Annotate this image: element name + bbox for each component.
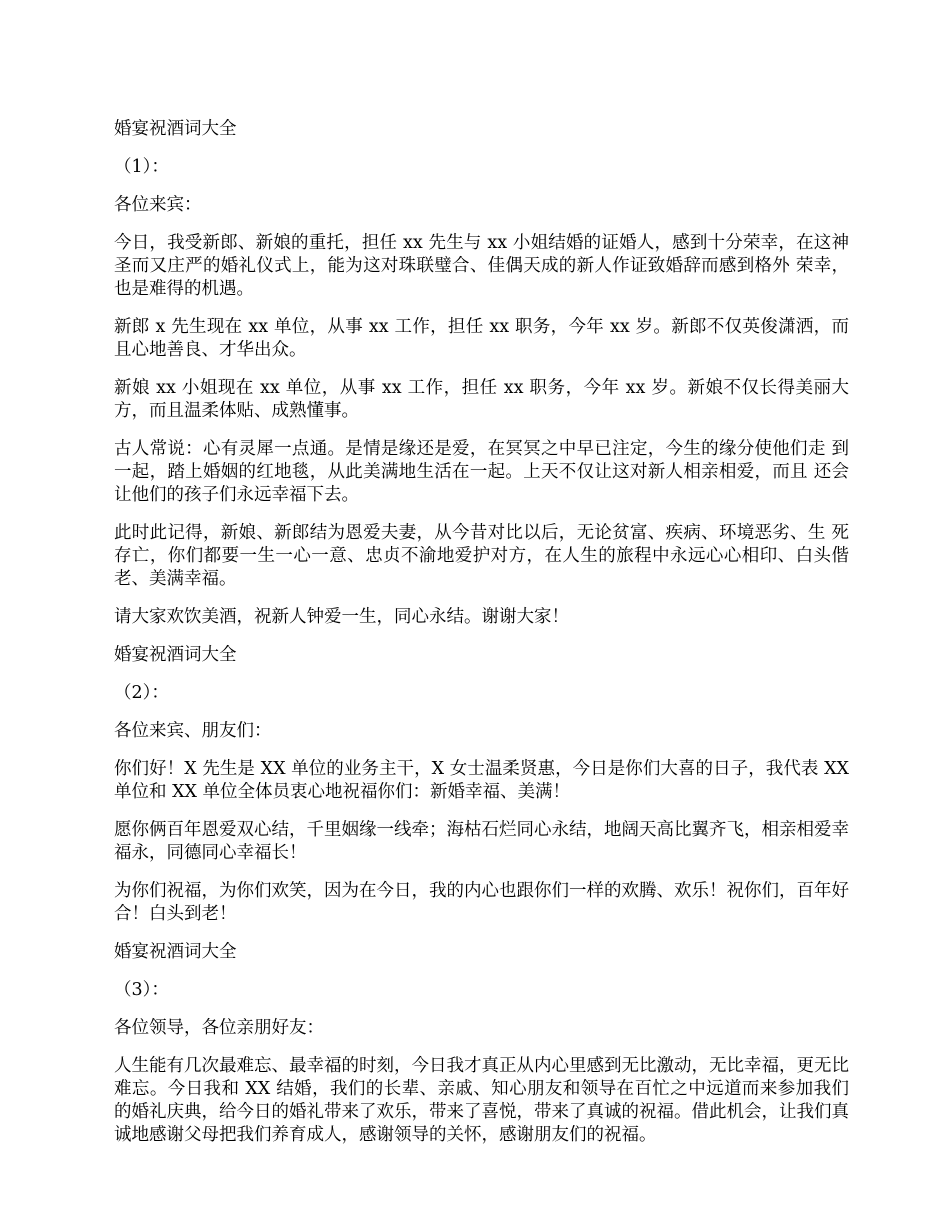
paragraph: 愿你俩百年恩爱双心结，千里姻缘一线牵；海枯石烂同心永结，地阔天高比翼齐飞，相亲相爱幸福永，同德同心幸福长！ xyxy=(114,820,849,863)
section-number-1: （1）： xyxy=(114,157,169,177)
paragraph: 新娘 xx 小姐现在 xx 单位，从事 xx 工作，担任 xx 职务，今年 xx 岁。新娘不仅长得美丽大方，而且温柔体贴、成熟懂事。 xyxy=(114,378,849,421)
salutation-3: 各位领导，各位亲朋好友： xyxy=(114,1018,324,1038)
section-title-2: 婚宴祝酒词大全 xyxy=(114,645,237,665)
paragraph: 你们好！X 先生是 XX 单位的业务主干，X 女士温柔贤惠，今日是你们大喜的日子，我代表 XX 单位和 XX 单位全体员衷心地祝福你们：新婚幸福、美满！ xyxy=(114,759,849,802)
section-number-2: （2）： xyxy=(114,683,169,703)
paragraph: 人生能有几次最难忘、最幸福的时刻，今日我才真正从内心里感到无比激动，无比幸福，更无比难忘。今日我和 XX 结婚，我们的长辈、亲戚、知心朋友和领导在百忙之中远道而来参加我们的婚礼庆典，给今日的婚礼带来了欢乐，带来了喜悦，带来了真诚的祝福。借此机会，让我们真诚地感谢父母把我们养育成人，感谢领导的关怀，感谢朋友们的祝福。 xyxy=(114,1056,849,1145)
paragraph: 请大家欢饮美酒，祝新人钟爱一生，同心永结。谢谢大家！ xyxy=(114,607,569,627)
section-title-3: 婚宴祝酒词大全 xyxy=(114,942,237,962)
section-number-3: （3）： xyxy=(114,980,169,1000)
paragraph: 古人常说：心有灵犀一点通。是情是缘还是爱，在冥冥之中早已注定，今生的缘分使他们走 到一起，踏上婚姻的红地毯，从此美满地生活在一起。上天不仅让这对新人相亲相爱，而且 还会让他们的孩子们永远幸福下去。 xyxy=(114,439,849,505)
paragraph: 为你们祝福，为你们欢笑，因为在今日，我的内心也跟你们一样的欢腾、欢乐！祝你们，百年好合！白头到老！ xyxy=(114,881,849,924)
salutation-2: 各位来宾、朋友们： xyxy=(114,721,272,741)
section-title-1: 婚宴祝酒词大全 xyxy=(114,119,237,139)
document-body xyxy=(114,118,849,1162)
salutation-1: 各位来宾： xyxy=(114,195,202,215)
paragraph: 今日，我受新郎、新娘的重托，担任 xx 先生与 xx 小姐结婚的证婚人，感到十分荣幸，在这神圣而又庄严的婚礼仪式上，能为这对珠联璧合、佳偶天成的新人作证致婚辞而感到格外 荣幸，也是难得的机遇。 xyxy=(114,233,849,299)
paragraph: 此时此记得，新娘、新郎结为恩爱夫妻，从今昔对比以后，无论贫富、疾病、环境恶劣、生 死存亡，你们都要一生一心一意、忠贞不渝地爱护对方，在人生的旅程中永远心心相印、白头偕老、美满幸福。 xyxy=(114,523,849,589)
paragraph: 新郎 x 先生现在 xx 单位，从事 xx 工作，担任 xx 职务，今年 xx 岁。新郎不仅英俊潇洒，而且心地善良、才华出众。 xyxy=(114,317,849,360)
